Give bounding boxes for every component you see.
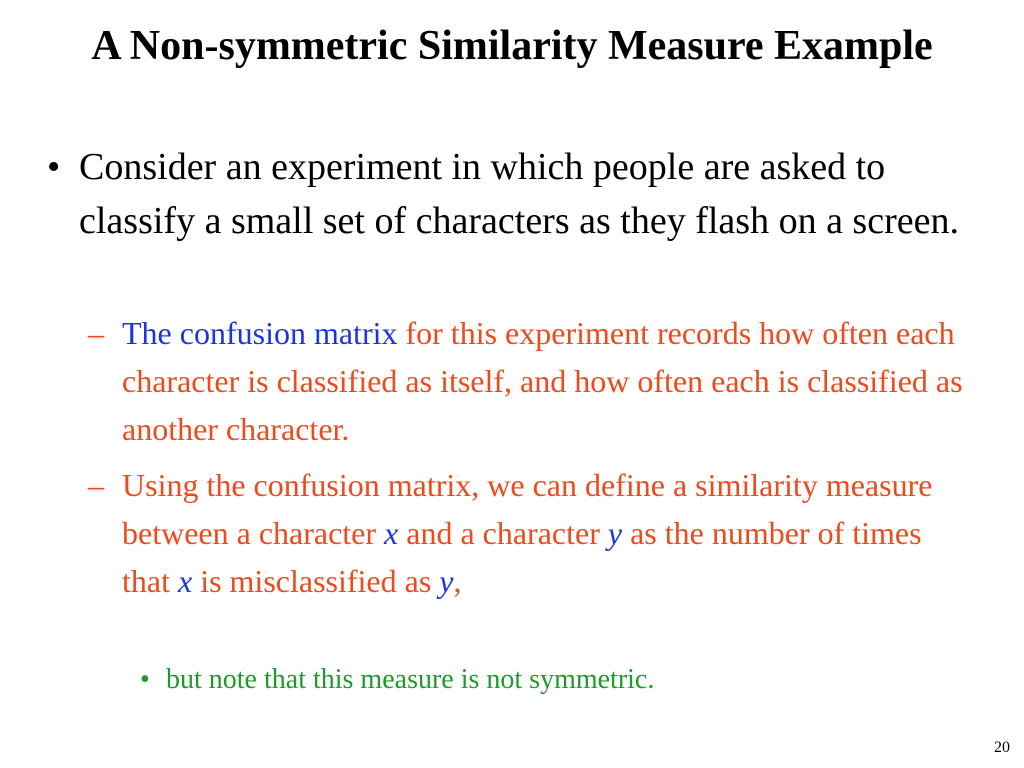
- sub-bullet-body: [122, 309, 968, 453]
- slide-title: A Non-symmetric Similarity Measure Example: [91, 23, 933, 69]
- text-part: as the number of times that: [122, 515, 922, 599]
- sub-bullet-confusion-matrix: [88, 309, 968, 453]
- text-part: Using the confusion matrix, we can define a similarity measure between a character: [122, 467, 933, 551]
- dash-marker: –: [88, 467, 104, 503]
- bullet-level1: [47, 140, 997, 248]
- variable-x: x: [384, 515, 399, 551]
- sub-bullet-similarity-measure: [88, 461, 968, 605]
- sub-bullet-text: for this experiment records how often each character is classified as itself, and how often each is classified as another character.: [122, 315, 963, 447]
- variable-y: y: [607, 515, 623, 551]
- sub-sub-bullet-not-symmetric: [140, 660, 940, 700]
- text-part: is misclassified as: [192, 563, 440, 599]
- bullet-marker: •: [140, 664, 150, 695]
- confusion-matrix-term: The confusion matrix: [122, 315, 398, 351]
- dash-marker: –: [88, 315, 104, 351]
- page-number: 20: [994, 739, 1010, 756]
- sub-bullet-body: [122, 461, 968, 605]
- variable-x: x: [177, 563, 193, 599]
- bullet-marker: •: [47, 146, 61, 188]
- bullet-text: Consider an experiment in which people are asked to classify a small set of characters as they flash on a screen.: [79, 146, 959, 242]
- sub-sub-bullet-text: but note that this measure is not symmetric.: [166, 664, 655, 695]
- text-part: and a character: [398, 515, 608, 551]
- text-part: ,: [453, 563, 462, 599]
- variable-y: y: [439, 563, 454, 599]
